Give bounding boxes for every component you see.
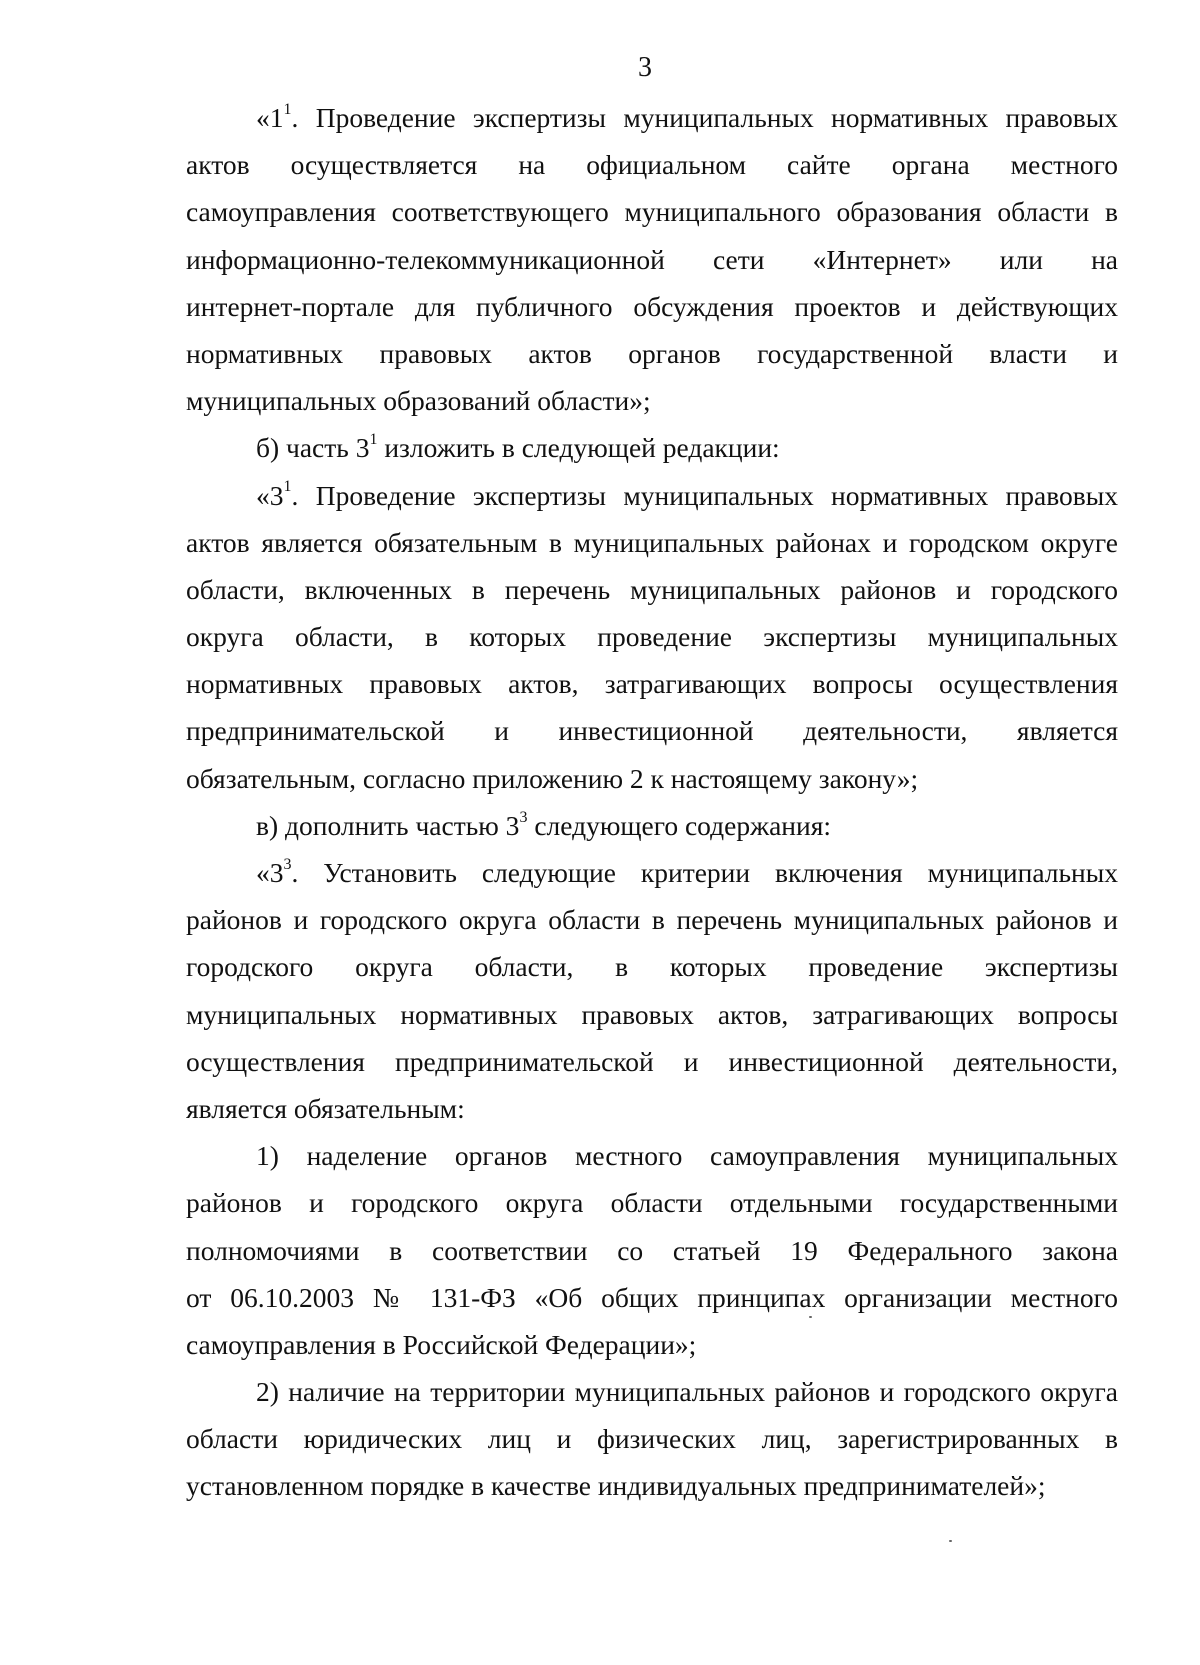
line-text: обязательным, согласно приложению 2 к настоящему закону»; [186,762,919,794]
line-text: «3 [256,479,284,511]
line-text: нормативных правовых актов, затрагивающих вопросы осуществления [186,668,1118,700]
text-line [186,1321,1118,1368]
scan-speck [809,1316,812,1318]
superscript-index: 3 [519,808,528,826]
text-line [186,1038,1118,1085]
line-text: области, включенных в перечень муниципальных районов и городского [186,573,1118,605]
text-line [186,991,1118,1038]
line-text: осуществления предпринимательской и инвестиционной деятельности, [186,1045,1118,1077]
line-text: актов является обязательным в муниципальных районах и городском округе [186,526,1118,558]
superscript-index: 1 [369,431,378,449]
line-text: городского округа области, в которых проведение экспертизы [186,951,1118,983]
text-line [186,283,1118,330]
line-text: самоуправления соответствующего муниципального образования области в [186,196,1118,228]
text-line [186,519,1118,566]
text-line [186,1462,1118,1509]
text-line [186,1274,1118,1321]
line-text: 1) наделение органов местного самоуправления муниципальных [256,1140,1118,1172]
scan-speck [949,1540,952,1542]
text-line [186,377,1118,424]
line-text: б) часть 3 [256,432,370,464]
page-number: 3 [638,52,652,83]
text-line [186,94,1118,141]
text-line [186,1132,1118,1179]
line-text: нормативных правовых актов органов государственной власти и [186,337,1118,369]
text-line [186,707,1118,754]
text-line [186,236,1118,283]
line-text: является обязательным: [186,1092,465,1124]
line-text-continued: . Установить следующие критерии включения муниципальных [291,857,1118,888]
line-text: «1 [256,102,284,133]
text-line [186,1085,1118,1132]
line-text-continued: следующего содержания: [527,809,832,841]
text-line [186,330,1118,377]
text-line [186,1368,1118,1415]
text-line [186,424,1118,471]
line-text: 2) наличие на территории муниципальных районов и городского округа [256,1376,1118,1408]
text-line [186,1415,1118,1462]
text-line [186,755,1118,802]
line-text: самоуправления в Российской Федерации»; [186,1328,697,1360]
line-text: муниципальных нормативных правовых актов, затрагивающих вопросы [186,998,1118,1030]
line-text: районов и городского округа области в перечень муниципальных районов и [186,904,1118,936]
line-text: информационно-телекоммуникационной сети «Интернет» или на [186,243,1118,275]
text-line [186,1179,1118,1226]
superscript-index: 1 [283,478,292,496]
text-line [186,849,1118,896]
text-line [186,613,1118,660]
text-line [186,660,1118,707]
line-text: в) дополнить частью 3 [256,809,520,841]
line-text: установленном порядке в качестве индивидуальных предпринимателей»; [186,1470,1046,1502]
line-text-continued: . Проведение экспертизы муниципальных нормативных правовых [291,479,1118,511]
text-line [186,472,1118,519]
text-line [186,141,1118,188]
line-text: «3 [256,857,284,888]
line-text: актов осуществляется на официальном сайте органа местного [186,149,1118,181]
text-line [186,802,1118,849]
line-text: от 06.10.2003 № 131-ФЗ «Об общих принципах организации местного [186,1281,1118,1313]
line-text: округа области, в которых проведение экспертизы муниципальных [186,621,1118,653]
line-text: области юридических лиц и физических лиц, зарегистрированных в [186,1423,1118,1455]
line-text-continued: изложить в следующей редакции: [377,432,780,464]
text-line [186,896,1118,943]
line-text: предпринимательской и инвестиционной деятельности, является [186,715,1118,747]
text-line [186,943,1118,990]
text-line [186,1227,1118,1274]
superscript-index: 1 [283,100,292,118]
line-text: полномочиями в соответствии со статьей 19 Федерального закона [186,1234,1118,1266]
line-text-continued: . Проведение экспертизы муниципальных нормативных правовых [291,102,1118,133]
line-text: районов и городского округа области отдельными государственными [186,1187,1118,1219]
line-text: интернет-портале для публичного обсуждения проектов и действующих [186,290,1118,322]
text-line [186,188,1118,235]
text-line [186,566,1118,613]
superscript-index: 3 [283,855,292,873]
line-text: муниципальных образований области»; [186,385,651,417]
document-body [186,94,1118,1510]
